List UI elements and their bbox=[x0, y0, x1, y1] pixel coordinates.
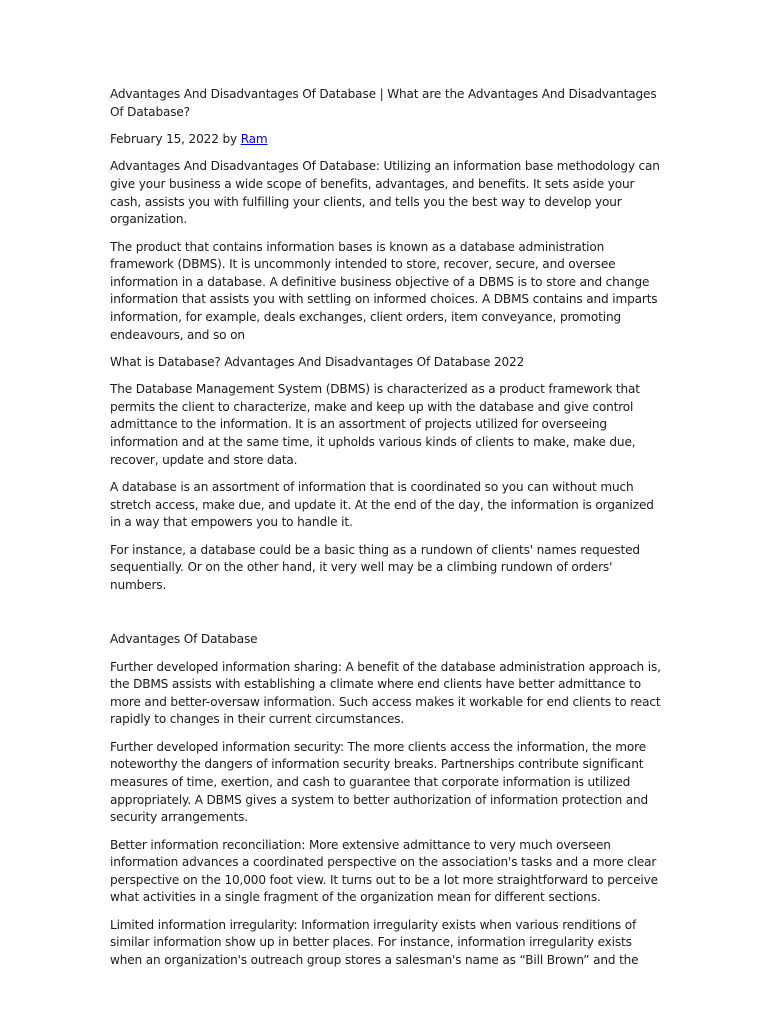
intro-paragraph-1: Advantages And Disadvantages Of Database: Utilizing an information base methodology can give your business a wide scope of benefits, advantages, and benefits. It sets aside your cash, assists you with fulfilling your clients, and tells you the best way to develop your organization. bbox=[110, 159, 660, 227]
what-is-database-heading: What is Database? Advantages And Disadvantages Of Database 2022 bbox=[110, 354, 525, 369]
article-title: Advantages And Disadvantages Of Database | What are the Advantages And Disadvantages Of Database? bbox=[110, 87, 657, 119]
what-is-database-paragraph-3: For instance, a database could be a basic thing as a rundown of clients' names requested sequentially. Or on the other hand, it very well may be a climbing rundown of orders' numbers. bbox=[110, 542, 640, 592]
post-date: February 15, 2022 bbox=[110, 131, 219, 146]
author-link[interactable]: Ram bbox=[240, 131, 268, 146]
advantage-information-irregularity: Limited information irregularity: Information irregularity exists when various renditions of similar information show up in better places. For instance, information irregularity exists when an organization's outreach group stores a salesman's name as “Bill Brown” and the bbox=[110, 917, 639, 967]
document-page bbox=[110, 86, 662, 979]
what-is-database-paragraph-2: A database is an assortment of information that is coordinated so you can without much stretch access, make due, and update it. At the end of the day, the information is organized in a way that empowers you to handle it. bbox=[110, 480, 654, 530]
section-spacer bbox=[110, 604, 662, 631]
advantage-information-security: Further developed information security: The more clients access the information, the more noteworthy the dangers of information security breaks. Partnerships contribute significant measures of time, exertion, and cash to guarantee that corporate information is utilized appropriately. A DBMS gives a system to better authorization of information protection and security arrangements. bbox=[110, 739, 649, 825]
what-is-database-paragraph-1: The Database Management System (DBMS) is characterized as a product framework that permits the client to characterize, make and keep up with the database and give control admittance to the information. It is an assortment of projects utilized for overseeing information and at the same time, it upholds various kinds of clients to make, make due, recover, update and store data. bbox=[110, 382, 640, 467]
advantage-information-sharing: Further developed information sharing: A benefit of the database administration approach is, the DBMS assists with establishing a climate where end clients have better admittance to more and better-oversaw information. Such access makes it workable for end clients to react rapidly to changes in their current circumstances. bbox=[110, 659, 661, 727]
advantage-information-reconciliation: Better information reconciliation: More extensive admittance to very much overseen information advances a coordinated perspective on the association's tasks and a more clear perspective on the 10,000 foot view. It turns out to be a lot more straightforward to perceive what activities in a single fragment of the organization mean for different sections. bbox=[110, 837, 658, 905]
advantages-heading: Advantages Of Database bbox=[110, 632, 258, 647]
intro-paragraph-2: The product that contains information bases is known as a database administration framework (DBMS). It is uncommonly intended to store, recover, secure, and oversee information in a database. A definitive business objective of a DBMS is to store and change information that assists you with settling on informed choices. A DBMS contains and imparts information, for example, deals exchanges, client orders, item conveyance, promoting endeavours, and so on bbox=[110, 239, 658, 342]
post-by: by bbox=[218, 131, 241, 146]
post-meta bbox=[110, 131, 662, 149]
